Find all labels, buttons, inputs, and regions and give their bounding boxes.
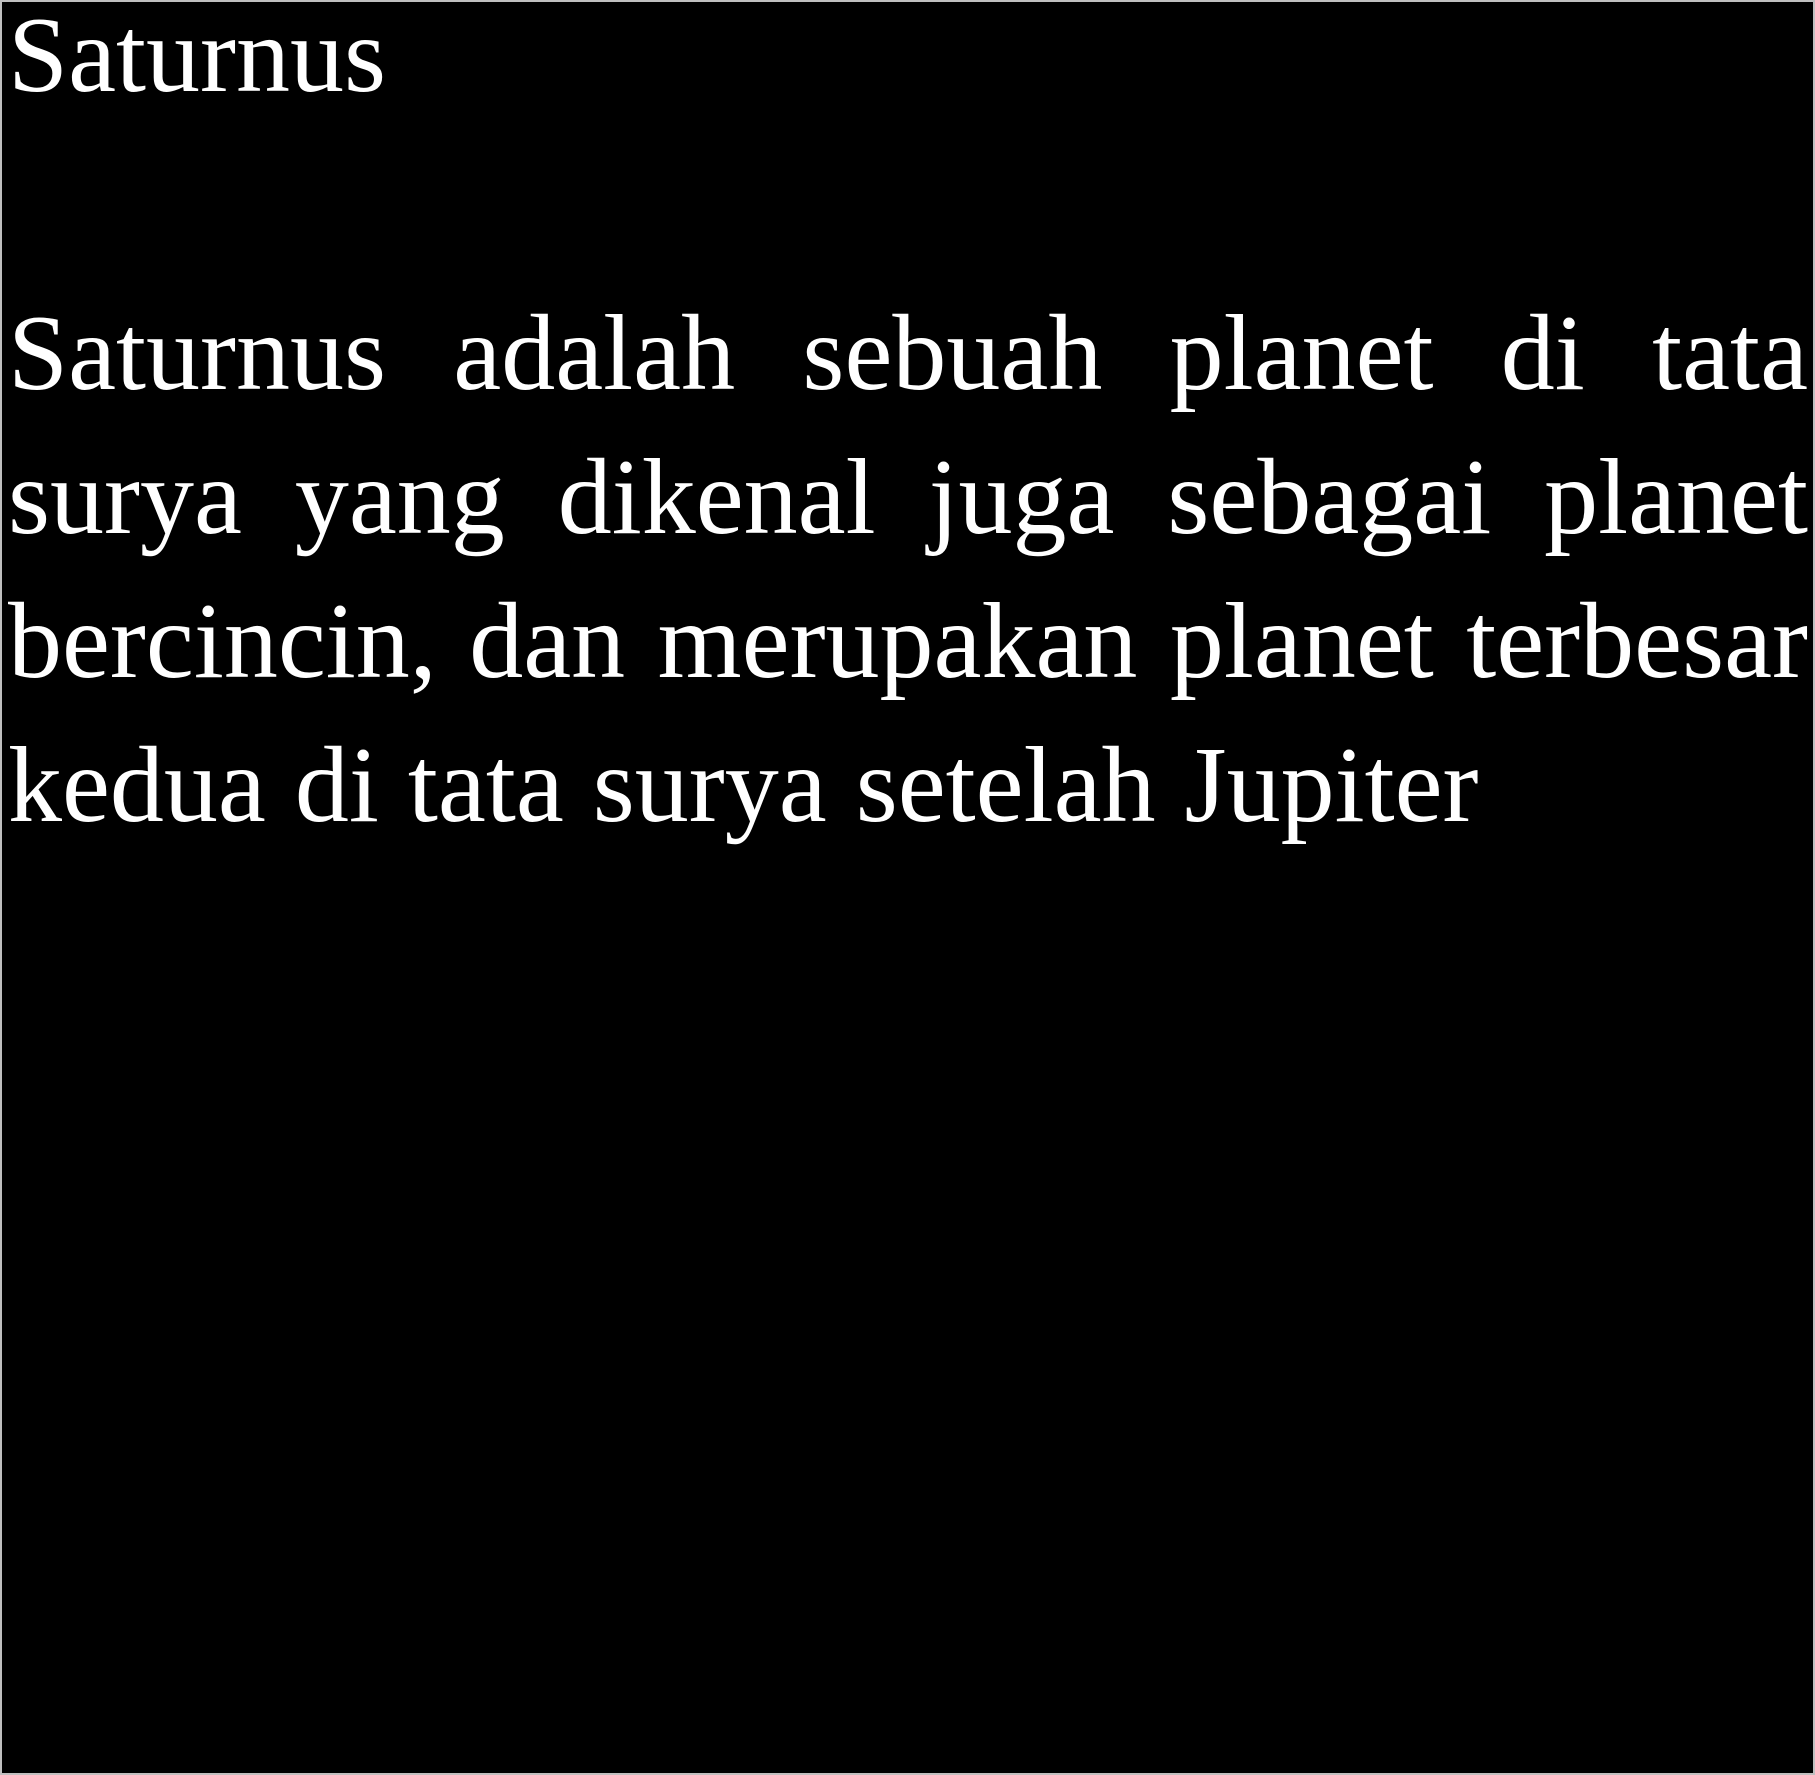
body-paragraph: Saturnus adalah sebuah planet di tata surya yang dikenal juga sebagai planet bercincin, dan merupakan planet terbesar kedua di tata surya setelah Jupiter (8, 294, 1808, 845)
page-title: Saturnus (8, 0, 386, 115)
